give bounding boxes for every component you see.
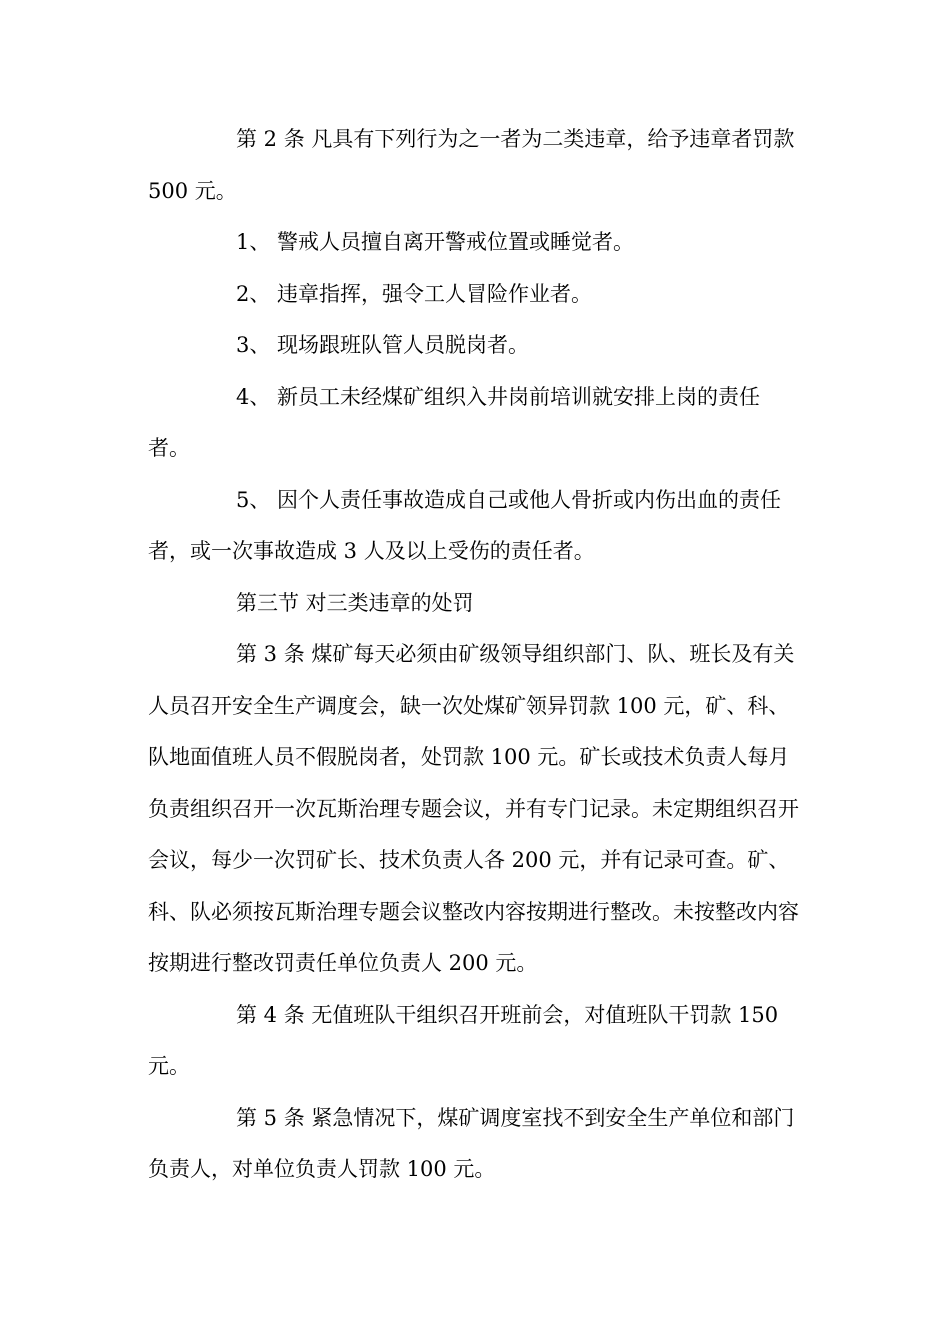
list-item-5: 5、 因个人责任事故造成自己或他人骨折或内伤出血的责任者，或一次事故造成 3 人及以上受伤的责任者。 — [148, 487, 782, 563]
article-2-paragraph: 第 2 条 凡具有下列行为之一者为二类违章，给予违章者罚款 500 元。 — [148, 127, 795, 203]
article-4-paragraph: 第 4 条 无值班队干组织召开班前会，对值班队干罚款 150 元。 — [148, 1002, 779, 1078]
list-item-2: 2、 违章指挥，强令工人冒险作业者。 — [236, 281, 593, 306]
list-item-4: 4、 新员工未经煤矿组织入井岗前培训就安排上岗的责任者。 — [148, 384, 761, 460]
section-heading: 第三节 对三类违章的处罚 — [236, 590, 474, 615]
article-3-paragraph: 第 3 条 煤矿每天必须由矿级领导组织部门、队、班长及有关人员召开安全生产调度会，缺一次处煤矿领异罚款 100 元，矿、科、队地面值班人员不假脱岗者，处罚款 100 元。矿长或技术负责人每月负责组织召开一次瓦斯治理专题会议，并有专门记录。未定期组织召开会议，每少一次罚矿长、技术负责人各 200 元，并有记录可查。矿、科、队必须按瓦斯治理专题会议整改内容按期进行整改。未按整改内容按期进行整改罚责任单位负责人 200 元。 — [148, 642, 799, 975]
list-item-1: 1、 警戒人员擅自离开警戒位置或睡觉者。 — [236, 230, 635, 254]
article-5-paragraph: 第 5 条 紧急情况下，煤矿调度室找不到安全生产单位和部门负责人，对单位负责人罚款 100 元。 — [148, 1105, 795, 1181]
document-body — [148, 114, 802, 1196]
list-item-3: 3、 现场跟班队管人员脱岗者。 — [236, 333, 530, 357]
